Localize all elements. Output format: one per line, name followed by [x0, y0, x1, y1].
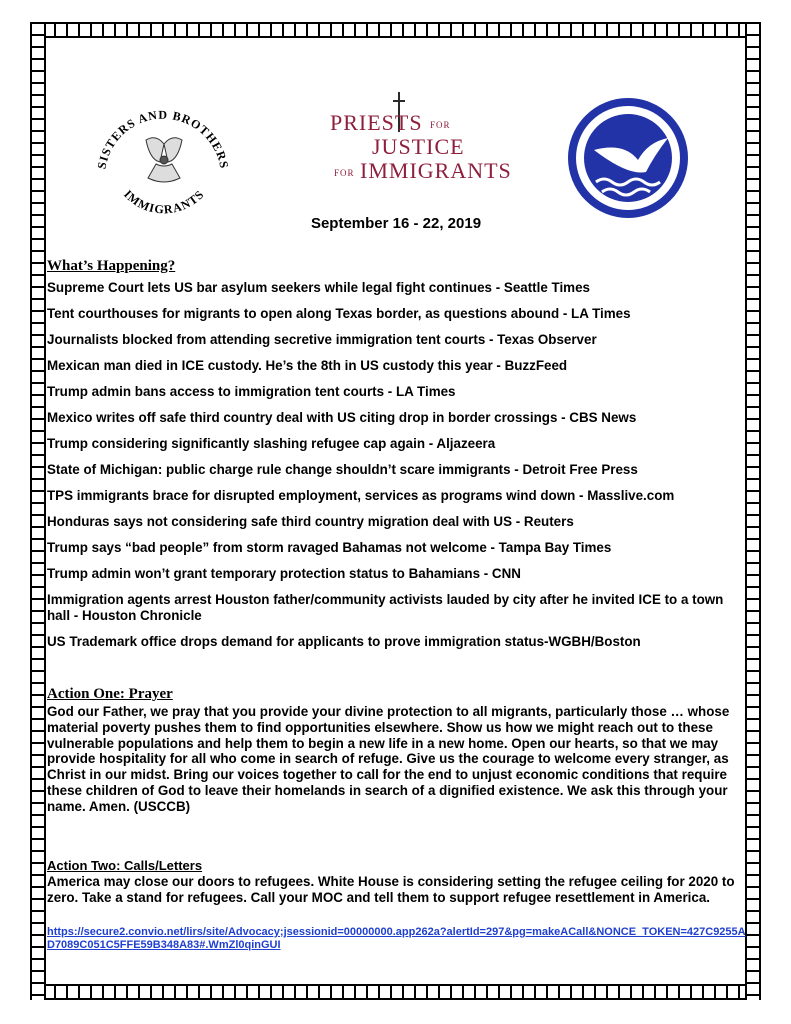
logo-priests-text: PRIESTS — [330, 110, 423, 135]
list-item: State of Michigan: public charge rule change shouldn’t scare immigrants - Detroit Free Press — [47, 462, 638, 477]
border-top — [30, 22, 761, 38]
date-heading: September 16 - 22, 2019 — [310, 215, 482, 232]
logo-for-text-2: FOR — [334, 168, 355, 178]
calls-letters-text: America may close our doors to refugees. White House is considering setting the refugee ceiling for 2020 to zero. Take a stand for refugees. Call your MOC and tell them to support refugee resettlement in America. — [47, 874, 735, 905]
logo-arc-top-text: SISTERS AND BROTHERS — [94, 107, 232, 171]
list-item: Journalists blocked from attending secretive immigration tent courts - Texas Observer — [47, 332, 597, 347]
list-item: Mexico writes off safe third country deal with US citing drop in border crossings - CBS News — [47, 410, 637, 425]
list-item: Trump says “bad people” from storm ravaged Bahamas not welcome - Tampa Bay Times — [47, 540, 612, 555]
whats-happening-title: What’s Happening? — [47, 258, 176, 274]
list-item: Supreme Court lets US bar asylum seekers while legal fight continues - Seattle Times — [47, 280, 590, 295]
action-two-title: Action Two: Calls/Letters — [47, 858, 203, 873]
sisters-brothers-logo — [88, 88, 238, 228]
hands-icon — [146, 138, 182, 182]
news-list — [47, 280, 747, 660]
action-one-title: Action One: Prayer — [47, 686, 173, 702]
logo-arc-bottom-text: IMMIGRANTS — [121, 186, 207, 217]
list-item: Immigration agents arrest Houston father/community activists lauded by city after he invited ICE to a town hall - Houston Chronicle — [47, 592, 724, 623]
list-item: Trump admin won’t grant temporary protection status to Bahamians - CNN — [47, 566, 521, 581]
list-item: Honduras says not considering safe third country migration deal with US - Reuters — [47, 514, 574, 529]
logo-justice-text: JUSTICE — [372, 134, 465, 159]
list-item: US Trademark office drops demand for applicants to prove immigration status-WGBH/Boston — [47, 634, 641, 649]
dove-logo — [566, 98, 690, 218]
list-item: Trump admin bans access to immigration tent courts - LA Times — [47, 384, 456, 399]
border-right — [745, 22, 761, 1000]
logo-immigrants-text: IMMIGRANTS — [360, 158, 512, 183]
advocacy-link[interactable]: https://secure2.convio.net/lirs/site/Advocacy;jsessionid=00000000.app262a?alertId=297&pg=makeACall&NONCE_TOKEN=427C9255AD7089C051C5FFE59B348A83#.WmZl0qinGUI — [47, 926, 746, 951]
page-content — [46, 38, 746, 988]
priests-justice-logo — [312, 96, 512, 196]
prayer-text: God our Father, we pray that you provide your divine protection to all migrants, particularly those … whose material poverty pushes them to find opportunities elsewhere. Show us how we might reach out to these vulnerable populations and help them to begin a new life in a new home. Open our hearts, so that we may provide hospitality for all who come in search of refuge. Give us the courage to welcome every stranger, as Christ in our midst. Bring our voices together to call for the end to unjust economic conditions that require these children of God to leave their homelands in search of a dignified existence. We ask this through your name. Amen. (USCCB) — [47, 704, 730, 814]
list-item: Tent courthouses for migrants to open along Texas border, as questions abound - LA Times — [47, 306, 631, 321]
list-item: Mexican man died in ICE custody. He’s the 8th in US custody this year - BuzzFeed — [47, 358, 568, 373]
logo-row — [46, 88, 746, 228]
border-left — [30, 22, 46, 1000]
svg-text:IMMIGRANTS — [121, 187, 207, 217]
list-item: Trump considering significantly slashing refugee cap again - Aljazeera — [47, 436, 496, 451]
logo-for-text-1: FOR — [430, 120, 451, 130]
list-item: TPS immigrants brace for disrupted employment, services as programs wind down - Masslive.com — [47, 488, 675, 503]
